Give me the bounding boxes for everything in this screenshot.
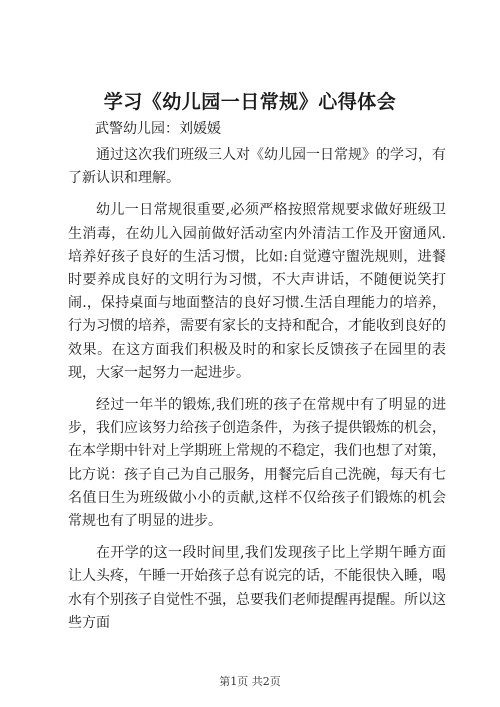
author-line: 武警幼儿园：刘媛媛 [95,121,221,137]
paragraph: 幼儿一日常规很重要,必须严格按照常规要求做好班级卫生消毒，在幼儿入园前做好活动室内外清洁工作及开窗通风.培养好孩子良好的生活习惯，比如:自觉遵守盥洗规则，进餐时要养成良好的文明行为习惯，不大声讲话，不随便说笑打闹.，保持桌面与地面整洁的良好习惯.生活自理能力的培养，行为习惯的培养，需要有家长的支持和配合，才能收到良好的效果。在这方面我们积极及时的和家长反馈孩子在园里的表现，大家一起努力一起进步。 [68,202,446,381]
paragraph: 经过一年半的锻炼,我们班的孩子在常规中有了明显的进步，我们应该努力给孩子创造条件，为孩子提供锻炼的机会，在本学期中针对上学期班上常规的不稳定，我们也想了对策，比方说：孩子自己为自己服务，用餐完后自己洗碗，每天有七名值日生为班级做小小的贡献,这样不仅给孩子们锻炼的机会常规也有了明显的进步。 [68,397,446,530]
page-number-footer: 第1页 共2页 [219,675,281,688]
paragraph: 通过这次我们班级三人对《幼儿园一日常规》的学习，有了新认识和理解。 [68,147,446,187]
document-body [68,144,446,644]
paragraph: 在开学的这一段时间里,我们发现孩子比上学期午睡方面让人头疼，午睡一开始孩子总有说完的话，不能很快入睡，喝水有个别孩子自觉性不强，总要我们老师提醒再提醒。所以这些方面 [68,545,446,631]
document-title: 学习《幼儿园一日常规》心得体会 [103,91,397,113]
